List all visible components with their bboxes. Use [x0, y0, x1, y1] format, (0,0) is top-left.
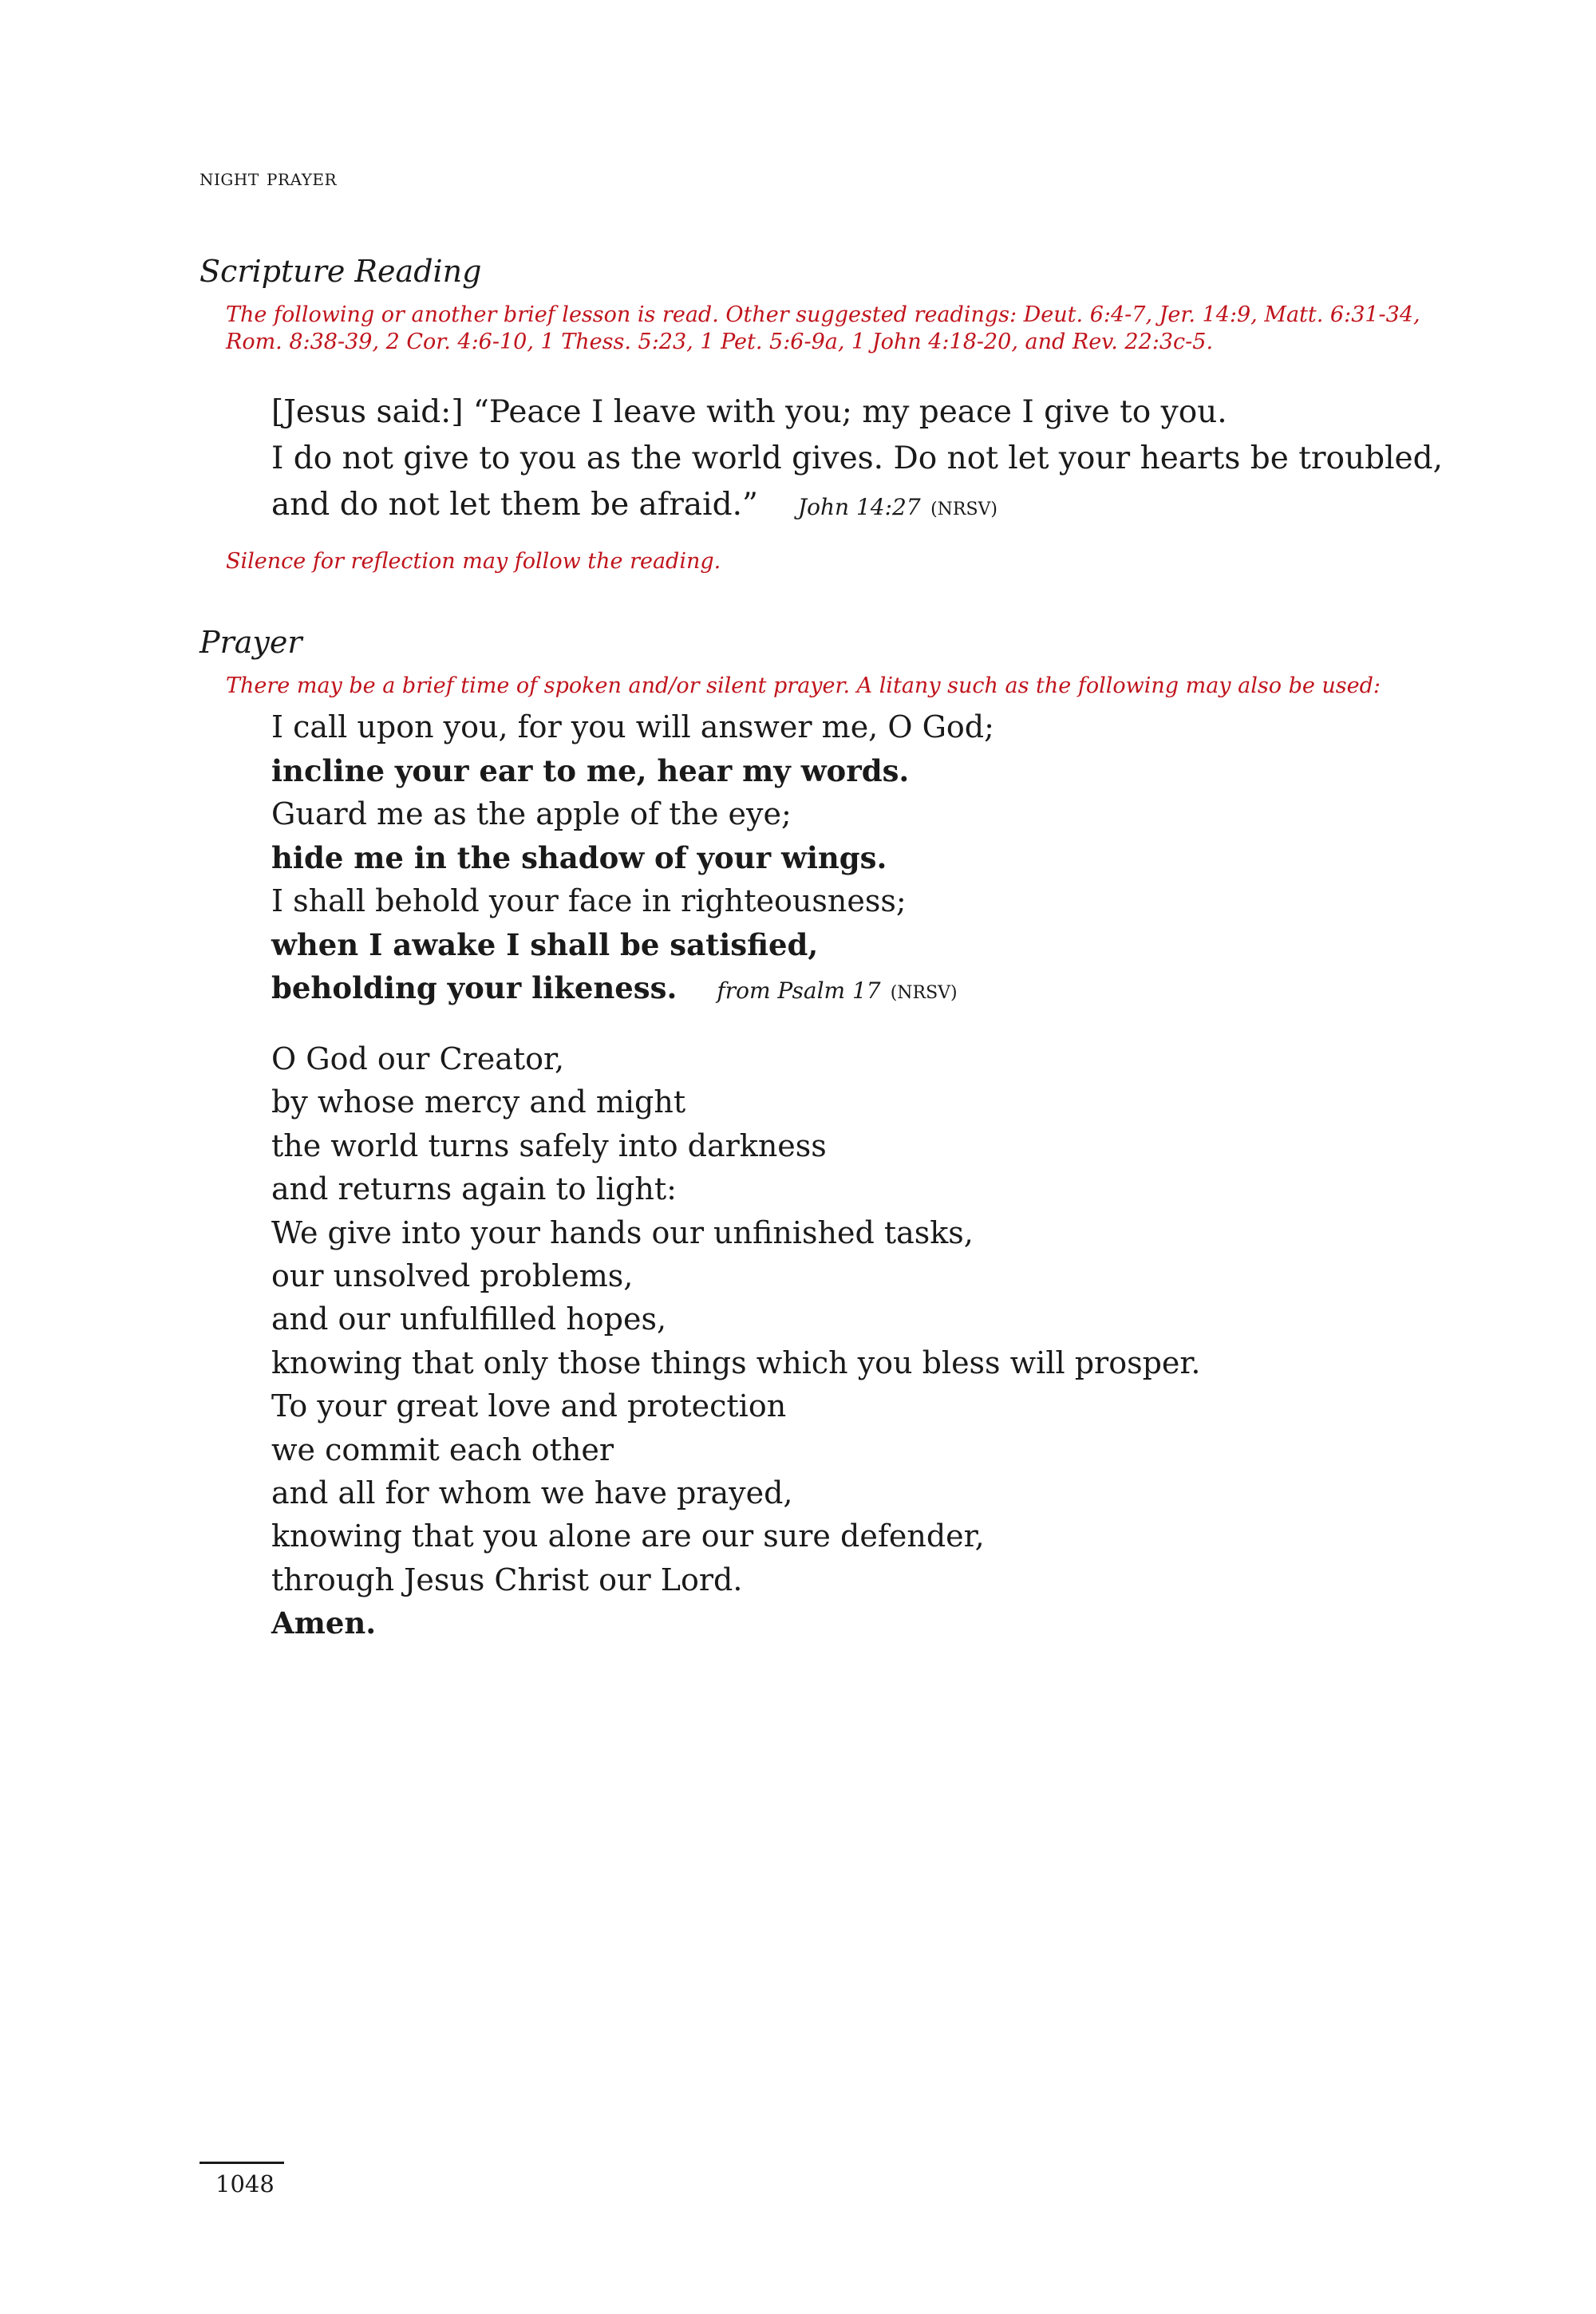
scripture-rubric: [226, 302, 1420, 356]
collect-line: To your great love and protection: [271, 1388, 787, 1424]
collect-line: the world turns safely into darkness: [271, 1127, 827, 1163]
prayer-heading: Prayer: [200, 625, 302, 660]
collect-line: through Jesus Christ our Lord.: [271, 1562, 743, 1597]
reading-line: I do not give to you as the world gives. Do not let your hearts be troubled,: [271, 440, 1443, 476]
running-head: night prayer: [200, 164, 338, 191]
silence-rubric: Silence for reflection may follow the reading.: [226, 549, 721, 574]
collect-line: and our unfulfilled hopes,: [271, 1301, 667, 1337]
litany-response: beholding your likeness.: [271, 970, 678, 1005]
litany-response: when I awake I shall be satisfied,: [271, 926, 819, 962]
litany: [271, 705, 994, 1016]
footer-rule: [200, 2162, 284, 2164]
scripture-reading-text: [271, 389, 1443, 533]
collect-line: knowing that only those things which you bless will prosper.: [271, 1345, 1201, 1380]
litany-line-with-citation: [271, 966, 994, 1016]
collect-line: and returns again to light:: [271, 1171, 677, 1207]
page-number: 1048: [215, 2170, 275, 2198]
reading-line-with-citation: [271, 482, 1443, 533]
litany-line: Guard me as the apple of the eye;: [271, 796, 792, 831]
scripture-rubric-line: Rom. 8:38-39, 2 Cor. 4:6-10, 1 Thess. 5:23, 1 Pet. 5:6-9a, 1 John 4:18-20, and Rev. 22:3c-5.: [226, 330, 1214, 354]
litany-response: incline your ear to me, hear my words.: [271, 752, 910, 788]
reading-line: [Jesus said:] “Peace I leave with you; my peace I give to you.: [271, 394, 1227, 430]
litany-citation: [717, 970, 957, 1005]
collect-line: and all for whom we have prayed,: [271, 1475, 793, 1511]
reading-line: and do not let them be afraid.”: [271, 487, 758, 523]
amen: Amen.: [271, 1605, 377, 1641]
collect-line: we commit each other: [271, 1431, 614, 1467]
citation-version: (NRSV): [930, 500, 998, 519]
collect-line: by whose mercy and might: [271, 1084, 686, 1120]
prayer-rubric: There may be a brief time of spoken and/or silent prayer. A litany such as the following may also be used:: [226, 673, 1381, 698]
citation-version: (NRSV): [890, 983, 958, 1003]
collect-line: knowing that you alone are our sure defender,: [271, 1518, 985, 1554]
reading-citation: [798, 487, 998, 523]
litany-response: hide me in the shadow of your wings.: [271, 839, 887, 875]
litany-line: I shall behold your face in righteousness;: [271, 883, 907, 918]
collect-line: our unsolved problems,: [271, 1258, 634, 1294]
collect-line: O God our Creator,: [271, 1041, 565, 1076]
litany-line: I call upon you, for you will answer me, O God;: [271, 709, 994, 744]
collect-prayer: [271, 1037, 1200, 1645]
scripture-reading-heading: Scripture Reading: [200, 254, 482, 289]
citation-reference: from Psalm 17: [717, 977, 881, 1004]
citation-reference: John 14:27: [797, 494, 921, 520]
scripture-rubric-line: The following or another brief lesson is read. Other suggested readings: Deut. 6:4-7, Jer. 14:9, Matt. 6:31-34,: [226, 302, 1420, 327]
collect-line: We give into your hands our unfinished tasks,: [271, 1214, 974, 1250]
